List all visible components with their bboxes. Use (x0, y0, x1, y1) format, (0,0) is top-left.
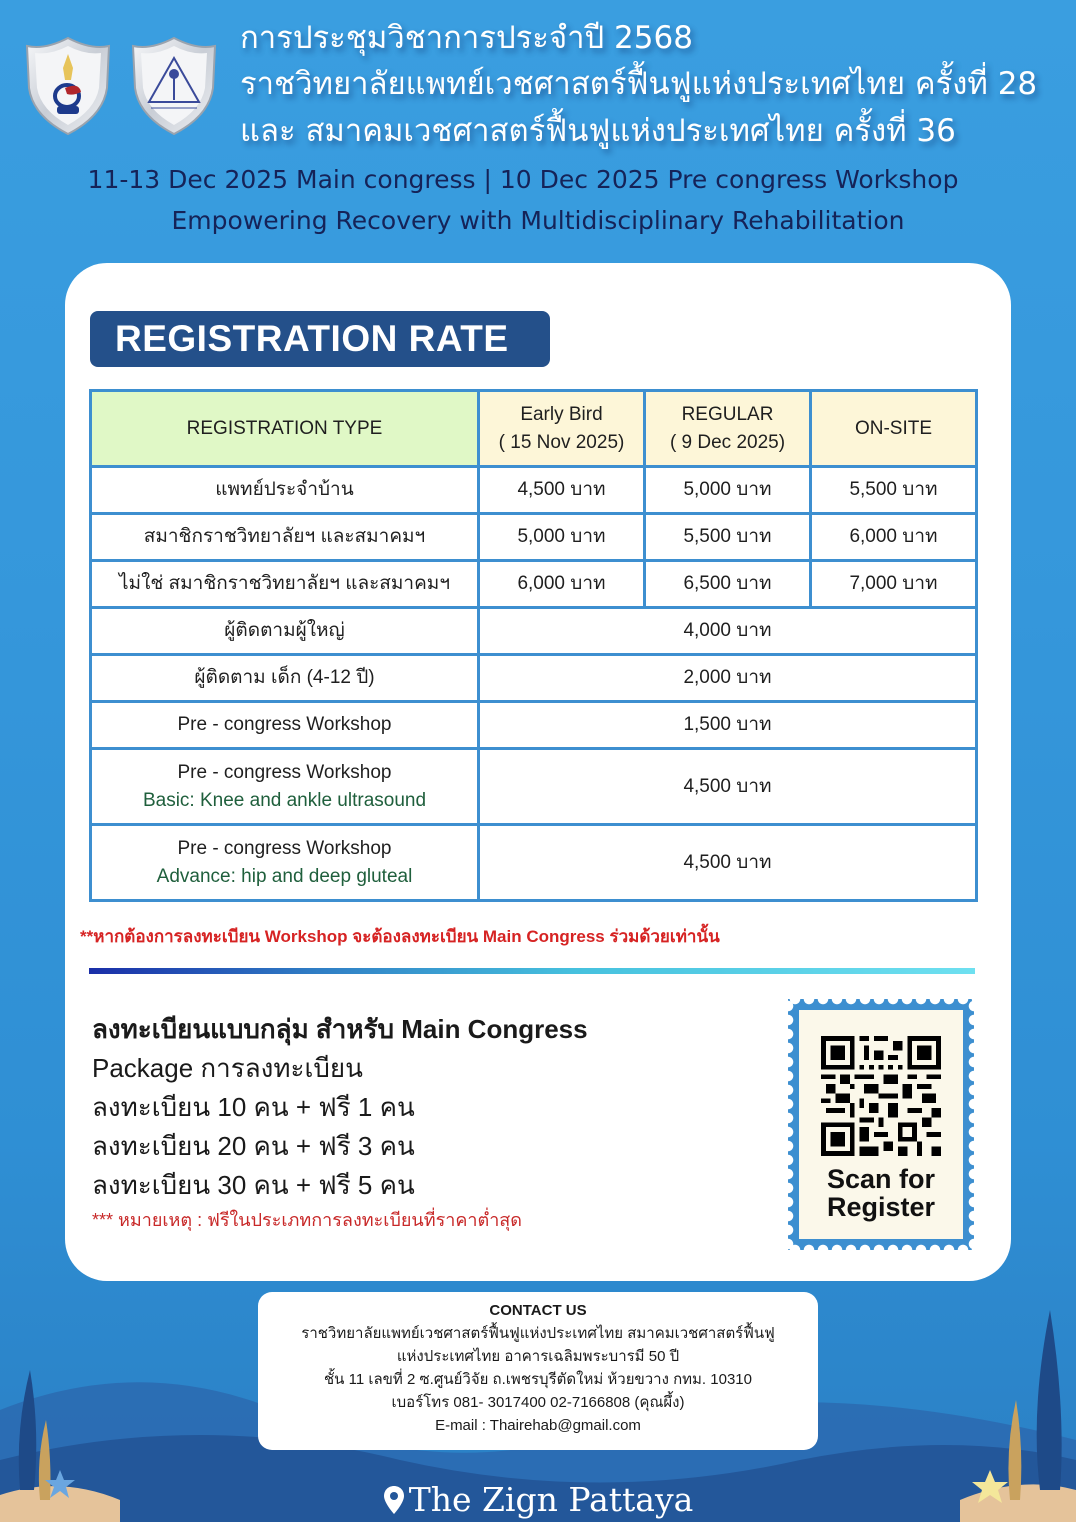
workshop-requirement-note: **หากต้องการลงทะเบียน Workshop จะต้องลงทะเบียน Main Congress ร่วมด้วยเท่านั้น (80, 927, 720, 946)
table-row (91, 467, 977, 514)
table-row (91, 608, 977, 655)
row-flat-price: 2,000 บาท (479, 655, 977, 702)
group-line: ลงทะเบียน 30 คน + ฟรี 5 คน (92, 1170, 415, 1200)
qr-code-icon[interactable] (821, 1036, 941, 1156)
row-flat-price: 4,000 บาท (479, 608, 977, 655)
header-early-bird-date: ( 15 Nov 2025) (498, 431, 625, 453)
association-crest-logo (127, 36, 221, 136)
table-row (91, 749, 977, 825)
header-regular (645, 391, 811, 467)
group-line: ลงทะเบียน 10 คน + ฟรี 1 คน (92, 1092, 415, 1122)
venue (0, 1478, 1076, 1522)
group-registration (92, 1010, 588, 1235)
map-pin-icon (383, 1485, 405, 1515)
row-regular-price: 5,500 บาท (645, 514, 811, 561)
table-row (91, 702, 977, 749)
table-row (91, 655, 977, 702)
header-regular-label: REGULAR (681, 403, 774, 425)
row-type: Pre - congress Workshop (91, 702, 479, 749)
scan-for-register-label (788, 1165, 974, 1221)
header-title-line-3: และ สมาคมเวชศาสตร์ฟื้นฟูแห่งประเทศไทย ครั้งที่ 36 (240, 113, 956, 149)
row-type: สมาชิกราชวิทยาลัยฯ และสมาคมฯ (91, 514, 479, 561)
scan-label-line-1: Scan for (826, 1164, 936, 1194)
table-header-row (91, 391, 977, 467)
row-type-cell (91, 825, 479, 901)
row-early-price: 5,000 บาท (479, 514, 645, 561)
contact-line: แห่งประเทศไทย อาคารเฉลิมพระบารมี 50 ปี (396, 1348, 680, 1365)
row-type: Pre - congress Workshop (177, 761, 392, 783)
row-type: ไม่ใช่ สมาชิกราชวิทยาลัยฯ และสมาคมฯ (91, 561, 479, 608)
group-title: ลงทะเบียนแบบกลุ่ม สำหรับ Main Congress (92, 1014, 588, 1044)
header-title-line-2: ราชวิทยาลัยแพทย์เวชศาสตร์ฟื้นฟูแห่งประเทศไทย ครั้งที่ 28 (240, 66, 1038, 102)
row-regular-price: 5,000 บาท (645, 467, 811, 514)
row-early-price: 4,500 บาท (479, 467, 645, 514)
group-line: Package การลงทะเบียน (92, 1053, 363, 1083)
row-type: ผู้ติดตามผู้ใหญ่ (91, 608, 479, 655)
contact-box (258, 1292, 818, 1450)
contact-phone: เบอร์โทร 081- 3017400 02-7166808 (คุณผึ้ง) (391, 1394, 685, 1411)
header-registration-type: REGISTRATION TYPE (91, 391, 479, 467)
row-type: แพทย์ประจำบ้าน (91, 467, 479, 514)
row-type-subtitle: Advance: hip and deep gluteal (156, 865, 413, 887)
header-title-line-1: การประชุมวิชาการประจำปี 2568 (240, 20, 693, 56)
header-early-bird-label: Early Bird (520, 403, 603, 425)
row-onsite-price: 5,500 บาท (811, 467, 977, 514)
header-early-bird (479, 391, 645, 467)
row-flat-price: 1,500 บาท (479, 702, 977, 749)
contact-email[interactable]: E-mail : Thairehab@gmail.com (435, 1417, 641, 1434)
contact-line: ราชวิทยาลัยแพทย์เวชศาสตร์ฟื้นฟูแห่งประเทศไทย สมาคมเวชศาสตร์ฟื้นฟู (301, 1325, 775, 1342)
header-regular-date: ( 9 Dec 2025) (669, 431, 786, 453)
register-qr-stamp[interactable] (788, 999, 974, 1250)
table-row (91, 514, 977, 561)
row-flat-price: 4,500 บาท (479, 825, 977, 901)
table-row (91, 561, 977, 608)
row-onsite-price: 7,000 บาท (811, 561, 977, 608)
registration-rate-table (89, 389, 978, 902)
royal-college-crest-logo (21, 36, 115, 136)
row-flat-price: 4,500 บาท (479, 749, 977, 825)
scan-label-line-2: Register (826, 1192, 936, 1222)
event-tagline: Empowering Recovery with Multidisciplinary Rehabilitation (171, 206, 905, 235)
venue-name: The Zign Pattaya (408, 1480, 694, 1519)
event-dates-text: 11-13 Dec 2025 Main congress | 10 Dec 2025 Pre congress Workshop (87, 165, 959, 194)
header-onsite: ON-SITE (811, 391, 977, 467)
gradient-divider (89, 968, 975, 974)
row-type: ผู้ติดตาม เด็ก (4-12 ปี) (91, 655, 479, 702)
row-regular-price: 6,500 บาท (645, 561, 811, 608)
registration-rate-banner: REGISTRATION RATE (90, 311, 550, 367)
table-row (91, 825, 977, 901)
event-dates (0, 162, 1076, 198)
group-line: ลงทะเบียน 20 คน + ฟรี 3 คน (92, 1131, 415, 1161)
row-early-price: 6,000 บาท (479, 561, 645, 608)
row-type-cell (91, 749, 479, 825)
contact-line: ชั้น 11 เลขที่ 2 ซ.ศูนย์วิจัย ถ.เพชรบุรีตัดใหม่ ห้วยขวาง กทม. 10310 (324, 1371, 752, 1388)
row-type: Pre - congress Workshop (177, 837, 392, 859)
group-remark: *** หมายเหตุ : ฟรีในประเภทการลงทะเบียนที่ราคาต่ำสุด (92, 1210, 522, 1230)
row-onsite-price: 6,000 บาท (811, 514, 977, 561)
contact-title: CONTACT US (489, 1302, 587, 1319)
row-type-subtitle: Basic: Knee and ankle ultrasound (142, 789, 427, 811)
